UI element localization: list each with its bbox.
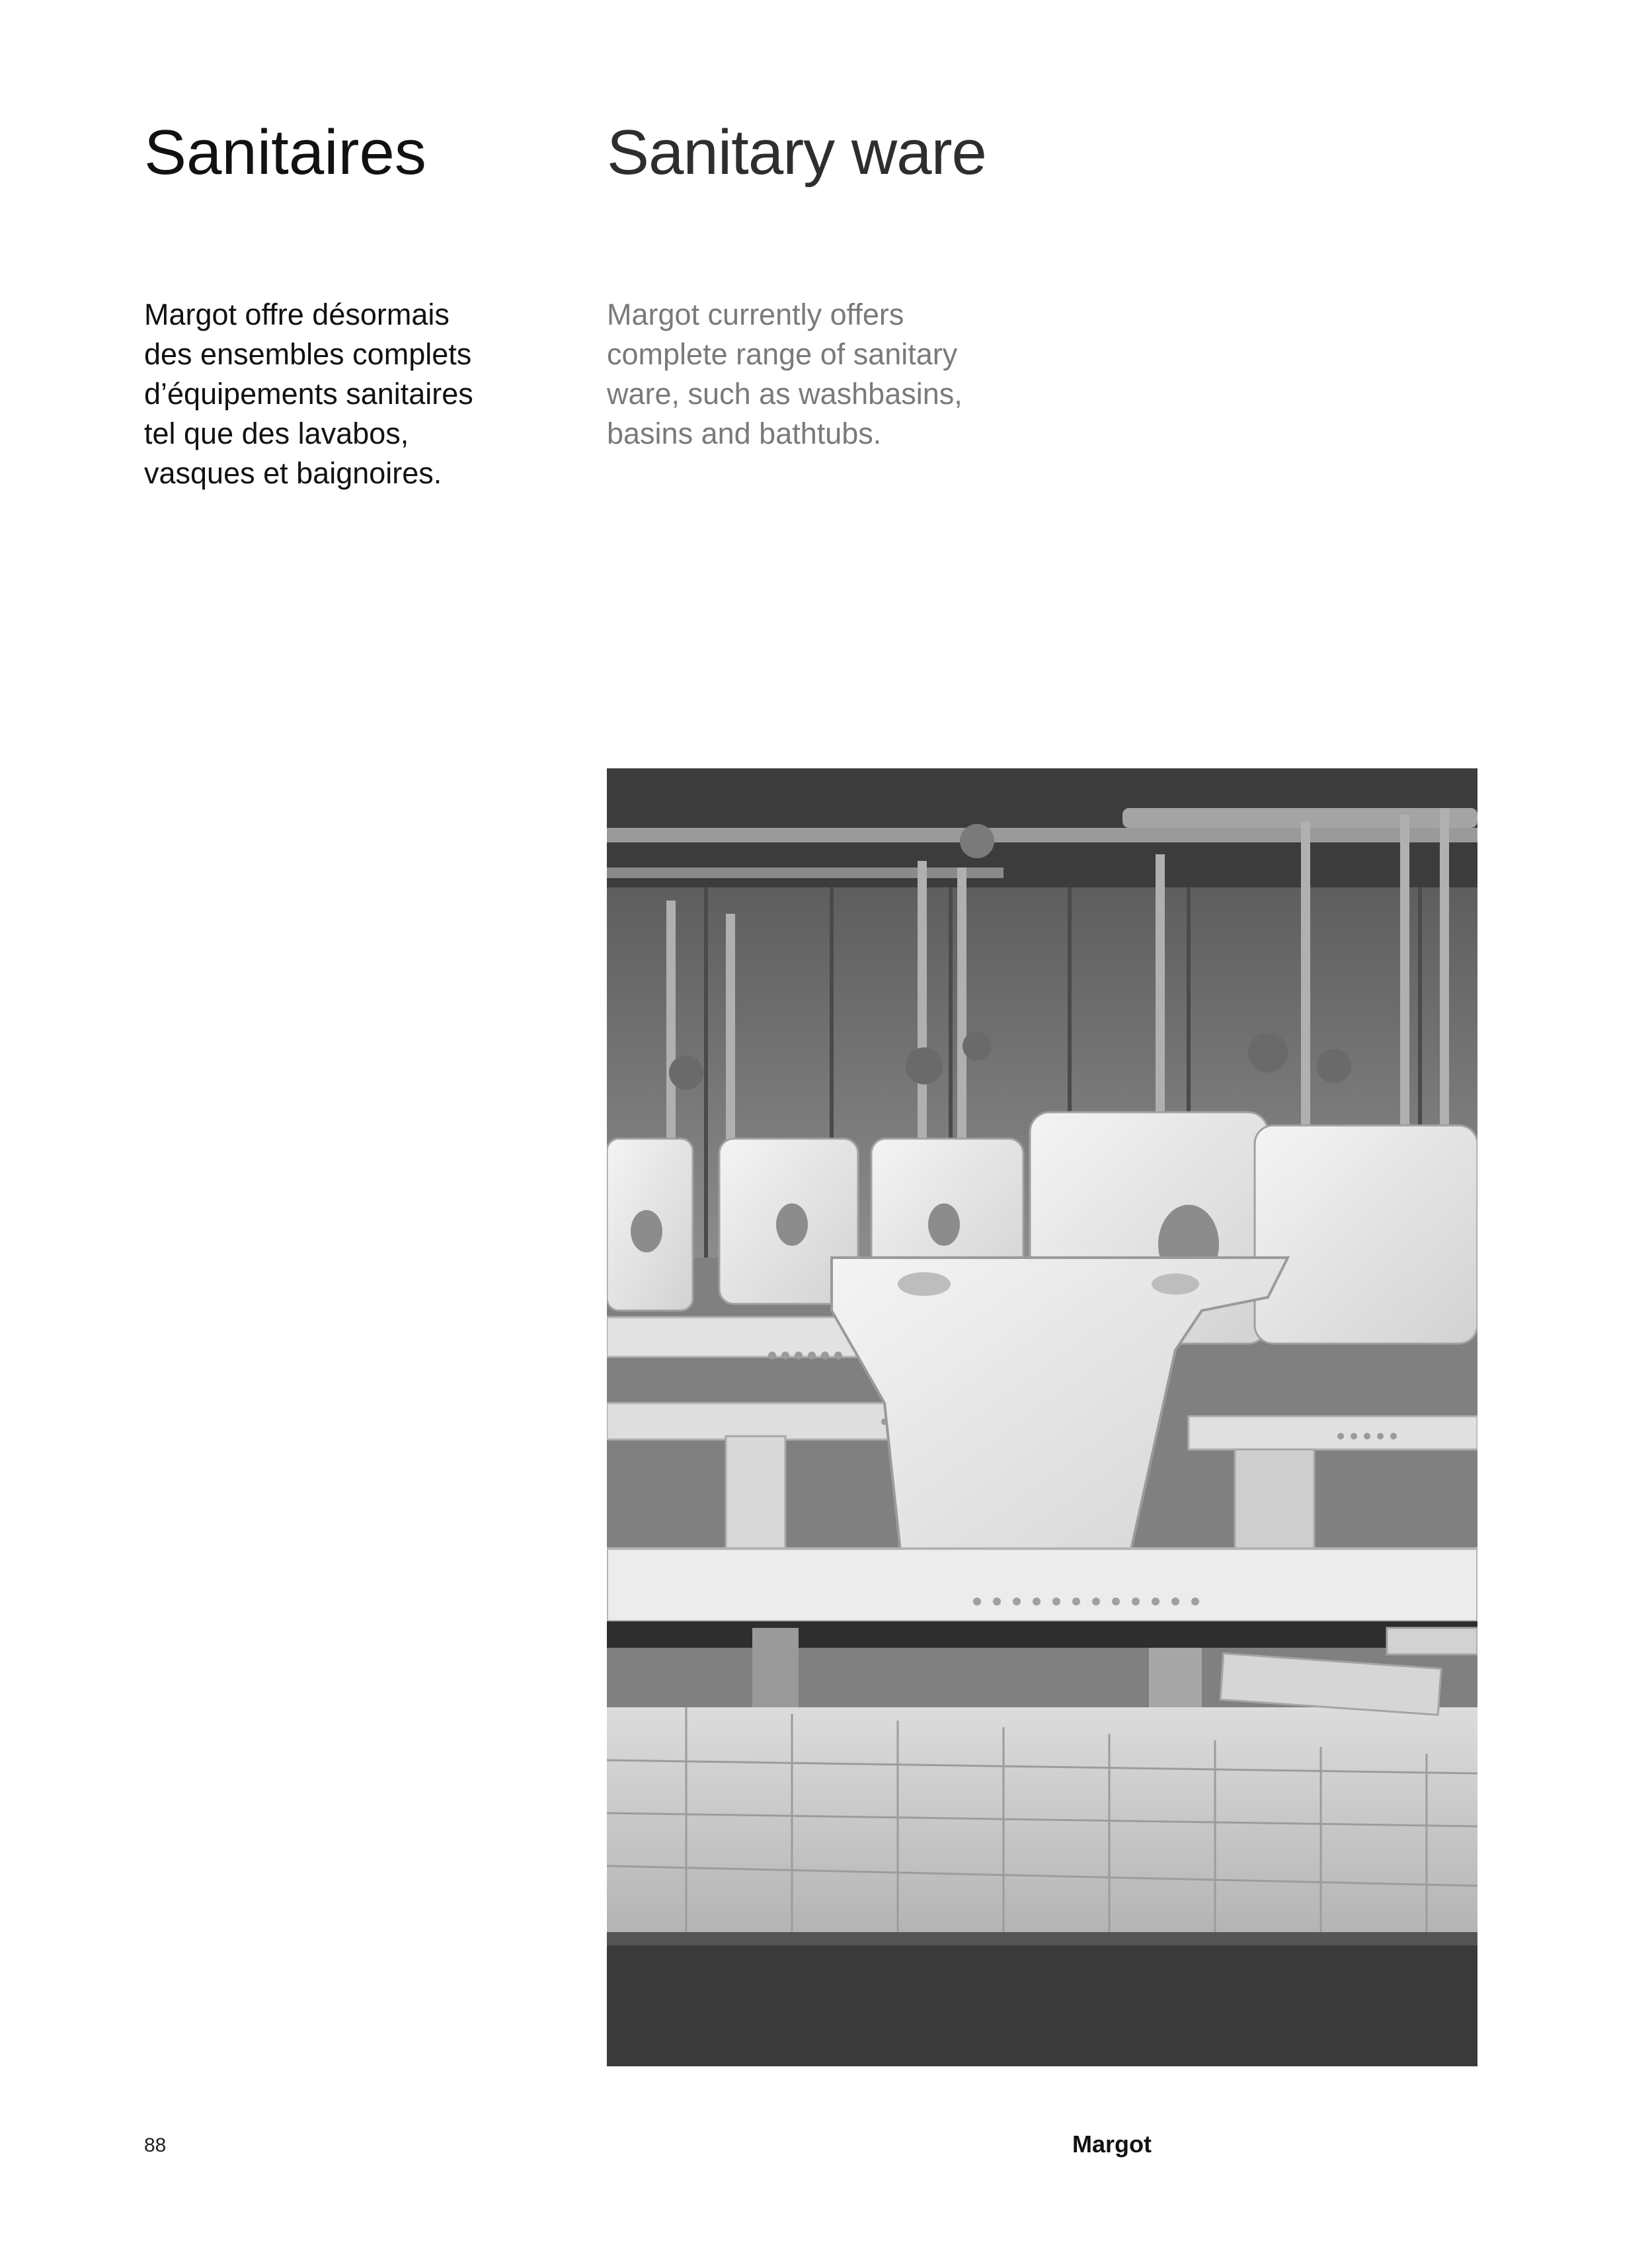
intro-english-line: ware, such as washbasins, bbox=[607, 377, 963, 411]
intro-french-line: vasques et baignoires. bbox=[144, 456, 442, 490]
intro-english-line: Margot currently offers bbox=[607, 298, 904, 331]
intro-french-line: des ensembles complets bbox=[144, 337, 472, 371]
brand-name: Margot bbox=[1072, 2130, 1152, 2158]
intro-french-line: Margot offre désormais bbox=[144, 298, 450, 331]
title-english: Sanitary ware bbox=[607, 117, 986, 188]
page-number: 88 bbox=[144, 2134, 167, 2156]
title-french: Sanitaires bbox=[144, 117, 426, 188]
intro-english-line: complete range of sanitary bbox=[607, 337, 958, 371]
intro-french-line: d’équipements sanitaires bbox=[144, 377, 473, 411]
intro-french bbox=[144, 295, 567, 493]
intro-english bbox=[607, 295, 1030, 454]
factory-photo bbox=[607, 768, 1477, 2066]
factory-photo-illustration bbox=[607, 768, 1477, 2066]
intro-english-line: basins and bathtubs. bbox=[607, 417, 882, 450]
intro-french-line: tel que des lavabos, bbox=[144, 417, 409, 450]
